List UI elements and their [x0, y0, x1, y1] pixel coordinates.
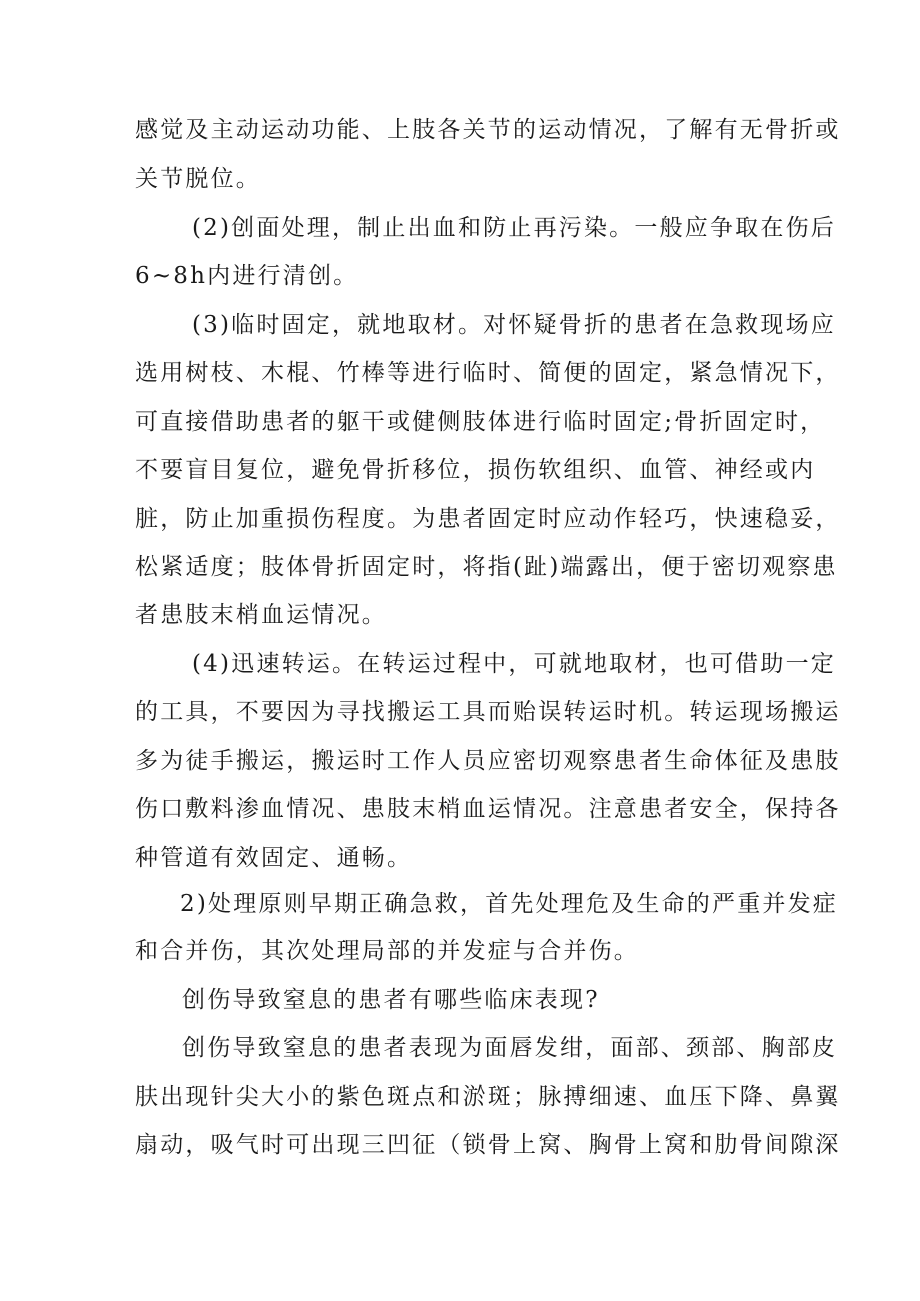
text-line: 不要盲目复位，避免骨折移位，损伤软组织、血管、神经或内 [135, 457, 816, 483]
text-line: 者患肢末梢血运情况。 [135, 602, 387, 628]
text-line: 创伤导致窒息的患者表现为面唇发绀，面部、颈部、胸部皮 [182, 1035, 838, 1061]
text-line: 创伤导致窒息的患者有哪些临床表现? [182, 987, 600, 1013]
text-line: (3)临时固定，就地取材。对怀疑骨折的患者在急救现场应 [192, 312, 836, 338]
text-line: 肤出现针尖大小的紫色斑点和淤斑；脉搏细速、血压下降、鼻翼 [135, 1084, 841, 1110]
text-line: 2)处理原则早期正确急救，首先处理危及生命的严重并发症 [180, 891, 839, 917]
text-line: 的工具，不要因为寻找搬运工具而贻误转运时机。转运现场搬运 [135, 699, 841, 725]
text-line: 松紧适度；肢体骨折固定时，将指(趾)端露出，便于密切观察患 [135, 554, 838, 580]
text-line: 伤口敷料渗血情况、患肢末梢血运情况。注意患者安全，保持各 [135, 796, 841, 822]
text-line: (2)创面处理，制止出血和防止再污染。一般应争取在伤后 [192, 215, 836, 241]
text-line: 多为徒手搬运，搬运时工作人员应密切观察患者生命体征及患肢 [135, 748, 841, 774]
text-line: 脏，防止加重损伤程度。为患者固定时应动作轻巧，快速稳妥， [135, 506, 841, 532]
text-line: 感觉及主动运动功能、上肢各关节的运动情况，了解有无骨折或 [135, 117, 841, 143]
text-line: 关节脱位。 [135, 166, 261, 192]
text-line: 种管道有效固定、通畅。 [135, 845, 413, 871]
text-line: 和合并伤，其次处理局部的并发症与合并伤。 [135, 938, 639, 964]
text-line: 选用树枝、木棍、竹棒等进行临时、简便的固定，紧急情况下， [135, 360, 841, 386]
text-line: (4)迅速转运。在转运过程中，可就地取材，也可借助一定 [192, 651, 836, 677]
text-line: 扇动，吸气时可出现三凹征（锁骨上窝、胸骨上窝和肋骨间隙深 [135, 1132, 841, 1158]
text-line: 6~8h内进行清创。 [135, 263, 359, 289]
text-line: 可直接借助患者的躯干或健侧肢体进行临时固定;骨折固定时， [135, 409, 826, 435]
